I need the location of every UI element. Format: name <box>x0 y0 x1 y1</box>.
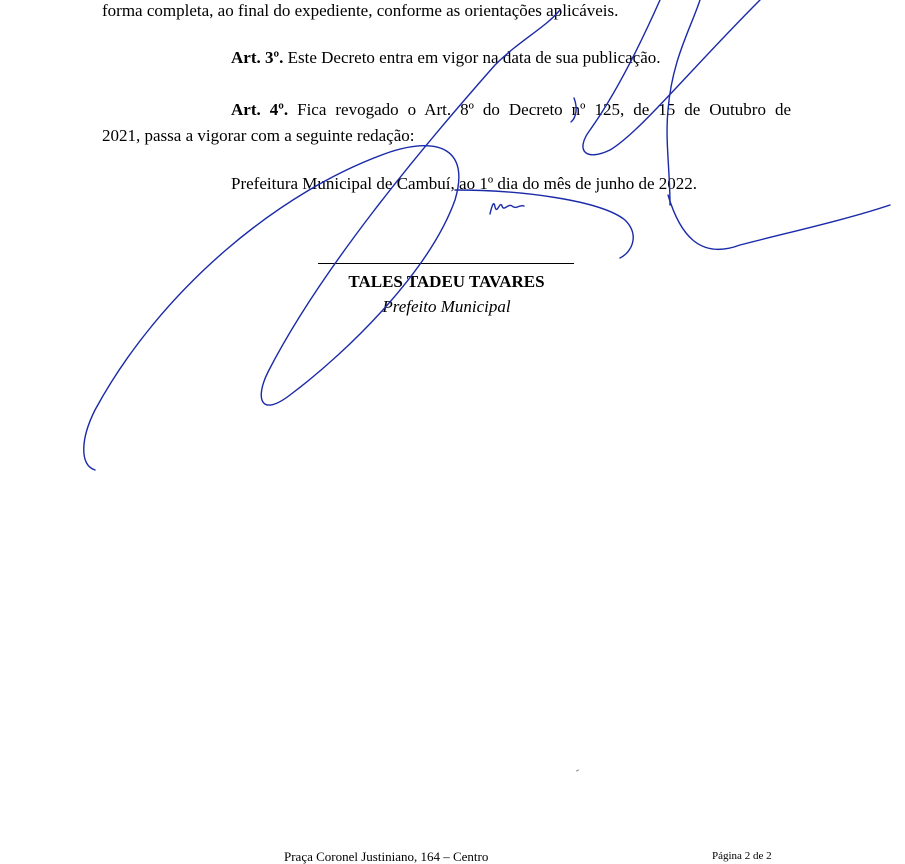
signatory-title: Prefeito Municipal <box>382 297 511 316</box>
signature-line <box>318 263 574 264</box>
art4-label: Art. 4º. <box>231 100 289 119</box>
art3-text: Este Decreto entra em vigor na data de sua publicação. <box>287 48 661 67</box>
footer-page-number: Página 2 de 2 <box>712 850 772 862</box>
art4-line-2: 2021, passa a vigorar com a seguinte redação: <box>102 126 415 145</box>
footer-address: Praça Coronel Justiniano, 164 – Centro <box>284 849 489 864</box>
signatory-name: TALES TADEU TAVARES <box>348 272 545 291</box>
art3-paragraph <box>231 48 661 68</box>
art4-text: Fica revogado o Art. 8º do Decreto nº 125, de 15 de Outubro de <box>297 100 791 119</box>
art2-continuation: forma completa, ao final do expediente, conforme as orientações aplicáveis. <box>102 1 619 20</box>
art3-label: Art. 3º. <box>231 48 284 67</box>
art4-line-1 <box>231 100 791 120</box>
closing-date: Prefeitura Municipal de Cambuí, ao 1º dia do mês de junho de 2022. <box>231 174 698 193</box>
scan-speck <box>576 769 579 771</box>
